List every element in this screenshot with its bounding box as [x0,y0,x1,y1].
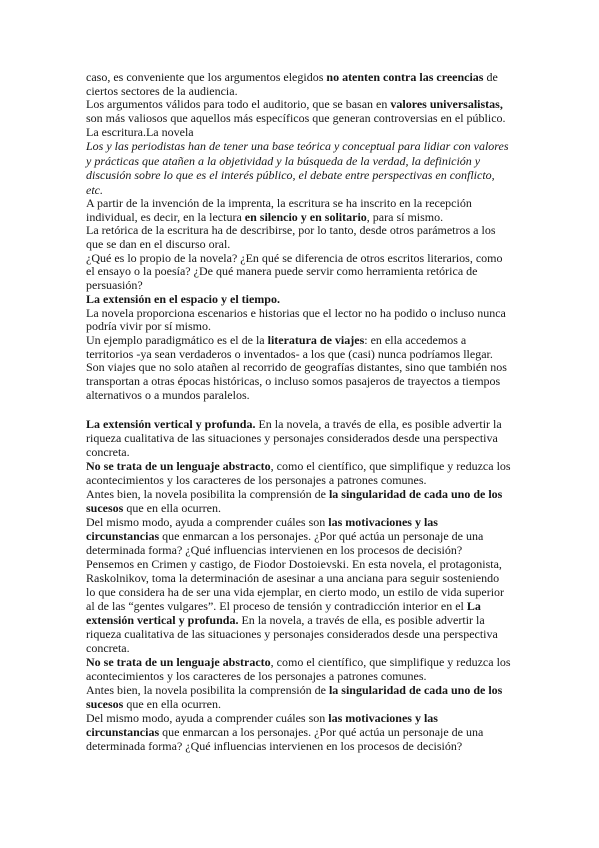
text-run: riqueza cualitativa de las situaciones y personajes considerados desde una perspectiva [86,626,498,641]
text-line [86,71,586,85]
text-run: Del mismo modo, ayuda a comprender cuáles son [86,514,329,529]
text-run: , como el científico, que simplifique y reduzca los [270,458,511,473]
text-line [86,543,586,557]
paragraph [86,126,586,140]
text-run: , para sí mismo. [366,209,444,224]
text-run: podría vivir por sí mismo. [86,319,211,334]
paragraph [86,557,586,655]
text-run: Raskolnikov, toma la determinación de asesinar a una anciana para seguir sosteniendo [86,570,500,585]
text-run: La novela proporciona escenarios e historias que el lector no ha podido o incluso nunca [86,305,506,320]
text-line [86,98,586,112]
text-line [86,154,586,168]
text-run: son más valiosos que aquellos más específicos que generan controversias en el público. [86,111,506,126]
bold-phrase: circunstancias [86,724,160,739]
bold-phrase: en silencio y en solitario [244,209,367,224]
text-run: La escritura.La novela [86,124,194,139]
text-run: discusión sobre lo que es el interés público, el debate entre perspectivas en conflicto, [86,168,495,183]
text-line [86,211,586,225]
text-run: En la novela, a través de ella, es posible advertir la [255,416,502,431]
bold-phrase: No se trata de un lenguaje abstracto [86,458,271,473]
text-run: al de las “gentes vulgares”. El proceso de tensión y contradicción interior en el [86,598,467,613]
text-run: de [483,70,498,84]
paragraph [86,71,586,98]
blank-line [86,402,586,416]
text-line [86,571,586,585]
bold-phrase: circunstancias [86,528,160,543]
text-run: riqueza cualitativa de las situaciones y personajes considerados desde una perspectiva [86,430,498,445]
text-line [86,683,586,697]
paragraph [86,487,586,515]
bold-phrase: las motivaciones y las [328,514,438,529]
section-title [86,126,586,140]
text-line [86,375,586,389]
paragraph [86,683,586,711]
text-line [86,252,586,266]
text-run: concreta. [86,640,130,655]
text-line [86,487,586,501]
text-run: territorios -ya sean verdaderos o inventados- a los que (casi) nunca podríamos llegar. [86,346,493,361]
text-line [86,459,586,473]
text-line [86,473,586,487]
text-run: ciertos sectores de la audiencia. [86,83,238,98]
bold-phrase: literatura de viajes [267,332,365,347]
text-run: Pensemos en Crimen y castigo, de Fiodor Dostoievski. En esta novela, el protagonista, [86,556,502,571]
text-line [86,431,586,445]
text-run: Antes bien, la novela posibilita la comprensión de [86,486,329,501]
text-line [86,613,586,627]
text-run: que en ella ocurren. [123,500,221,515]
text-line [86,224,586,238]
document-body [86,71,586,753]
text-run: ¿Qué es lo propio de la novela? ¿En qué se diferencia de otros escritos literarios, como [86,250,503,265]
text-line [86,585,586,599]
text-line [86,641,586,655]
bold-phrase: la singularidad de cada uno de los [328,682,503,697]
text-run: determinada forma? ¿Qué influencias intervienen en los procesos de decisión? [86,738,463,753]
paragraph [86,252,586,293]
text-run: caso, es conveniente que los argumentos elegidos [86,70,327,84]
document-section [86,71,586,402]
text-line [86,711,586,725]
paragraph [86,417,586,459]
bold-phrase: sucesos [86,696,124,711]
text-run: transportan a otras épocas históricas, o incluso somos pasajeros de trayectos a tiempos [86,373,501,388]
bold-phrase: valores universalistas, [390,97,503,112]
paragraph [86,515,586,557]
bold-phrase: La extensión vertical y profunda. [86,416,256,431]
section-heading [86,293,586,307]
text-run: que en ella ocurren. [123,696,221,711]
text-line [86,655,586,669]
text-run: La retórica de la escritura ha de describirse, por lo tanto, desde otros parámetros a los [86,223,496,238]
bold-phrase: La [466,598,481,613]
text-line [86,515,586,529]
text-run: concreta. [86,444,130,459]
text-line [86,697,586,711]
text-line [86,529,586,543]
text-line [86,139,586,153]
text-run: que se dan en el discurso oral. [86,237,231,252]
heading-text: La extensión en el espacio y el tiempo. [86,291,280,306]
text-run: que enmarcan a los personajes. ¿Por qué actúa un personaje de una [159,528,484,543]
bold-phrase: extensión vertical y profunda. [86,612,239,627]
paragraph [86,98,586,125]
text-run: lo que considera ha de ser una vida ejemplar, en cierto modo, un estilo de vida superior [86,584,505,599]
text-line [86,279,586,293]
text-line [86,361,586,375]
text-line [86,348,586,362]
text-run: el ensayo o la poesía? ¿De qué manera puede servir como herramienta retórica de [86,264,478,279]
paragraph [86,711,586,753]
text-line [86,197,586,211]
paragraph [86,334,586,402]
bold-phrase: la singularidad de cada uno de los [328,486,503,501]
paragraph [86,655,586,683]
text-run: Los y las periodistas han de tener una base teórica y conceptual para lidiar con valores [86,139,509,154]
text-run: , como el científico, que simplifique y reduzca los [270,654,511,669]
paragraph [86,307,586,334]
text-run: Son viajes que no solo atañen al recorrido de geografías distantes, sino que también nos [86,360,507,375]
text-line [86,307,586,321]
text-line [86,739,586,753]
text-run: Antes bien, la novela posibilita la comprensión de [86,682,329,697]
bold-phrase: sucesos [86,500,124,515]
italic-quote [86,139,586,197]
text-line [86,599,586,613]
text-run: acontecimientos y los caracteres de los personajes a patrones comunes. [86,472,427,487]
bold-phrase: No se trata de un lenguaje abstracto [86,654,271,669]
text-run: Del mismo modo, ayuda a comprender cuáles son [86,710,329,725]
text-run: : en ella accedemos a [364,332,467,347]
text-run: etc. [86,182,103,197]
text-run: que enmarcan a los personajes. ¿Por qué actúa un personaje de una [159,724,484,739]
text-run: individual, es decir, en la lectura [86,209,245,224]
text-run: y prácticas que atañen a la objetividad y la búsqueda de la verdad, la definición y [86,153,481,168]
text-line [86,320,586,334]
text-line [86,557,586,571]
text-line [86,265,586,279]
text-line [86,417,586,431]
text-run: Los argumentos válidos para todo el auditorio, que se basan en [86,97,391,112]
paragraph [86,459,586,487]
text-line [86,389,586,403]
bold-phrase: no atenten contra las creencias [326,70,484,84]
text-line [86,238,586,252]
text-line [86,168,586,182]
text-run: acontecimientos y los caracteres de los personajes a patrones comunes. [86,668,427,683]
text-line [86,501,586,515]
text-run: A partir de la invención de la imprenta, la escritura se ha inscrito en la recepción [86,196,472,210]
document-section [86,417,586,753]
text-run: En la novela, a través de ella, es posible advertir la [238,612,485,627]
text-line [86,627,586,641]
text-line [86,334,586,348]
paragraph [86,224,586,251]
text-run: persuasión? [86,278,143,293]
text-line [86,725,586,739]
text-line [86,183,586,197]
text-line [86,85,586,99]
text-line [86,112,586,126]
paragraph [86,293,586,307]
text-run: determinada forma? ¿Qué influencias intervienen en los procesos de decisión? [86,542,463,557]
text-line [86,669,586,683]
text-line [86,445,586,459]
text-run: Un ejemplo paradigmático es el de la [86,332,268,347]
text-run: alternativos o a mundos paralelos. [86,387,250,402]
bold-phrase: las motivaciones y las [328,710,438,725]
paragraph [86,197,586,224]
